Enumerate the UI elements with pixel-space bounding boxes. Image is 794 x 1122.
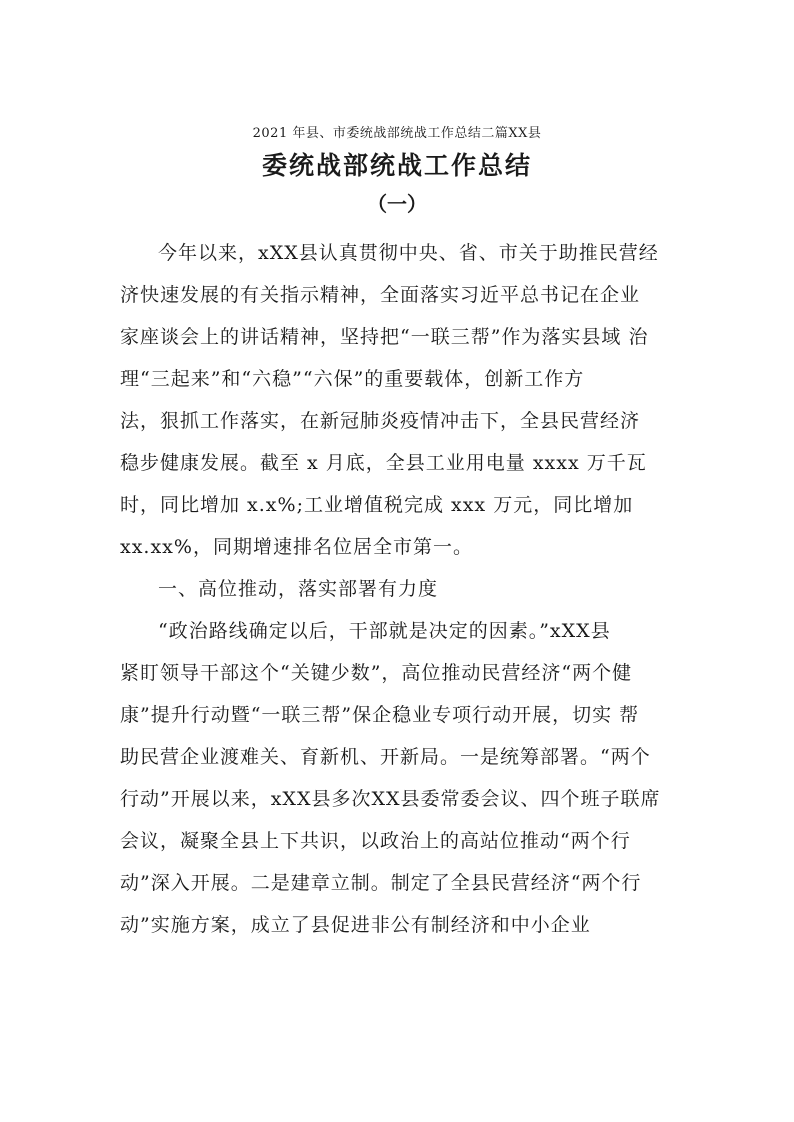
section-heading: 一、高位推动，落实部署有力度 — [158, 578, 439, 600]
paragraph-2-line: 紧盯领导干部这个“关键少数”，高位推动民营经济“两个健 — [120, 662, 633, 684]
paragraph-2-line: 康”提升行动暨“一联三帮”保企稳业专项行动开展，切实 帮 — [120, 704, 640, 726]
document-title: 委统战部统战工作总结 — [261, 151, 532, 180]
paragraph-1-line: 稳步健康发展。截至 x 月底，全县工业用电量 xxxx 万千瓦 — [120, 452, 647, 474]
paragraph-2-line: 行动”开展以来，xXX县多次XX县委常委会议、四个班子联席 — [120, 788, 661, 810]
paragraph-2-line: “政治路线确定以后，干部就是决定的因素。”xXX县 — [158, 620, 611, 642]
paragraph-1-line: 法，狠抓工作落实，在新冠肺炎疫情冲击下，全县民营经济 — [120, 410, 641, 432]
paragraph-2-line: 动”深入开展。二是建章立制。制定了全县民营经济“两个行 — [120, 872, 642, 894]
paragraph-2-line: 会议，凝聚全县上下共识，以政治上的高站位推动“两个行 — [120, 830, 631, 852]
document-subtitle: 2021 年县、市委统战部统战工作总结二篇XX县 — [252, 126, 542, 141]
paragraph-1-line: 今年以来，xXX县认真贯彻中央、省、市关于助推民营经 — [158, 242, 659, 264]
section-number: （一） — [367, 192, 427, 216]
paragraph-1-line: 家座谈会上的讲话精神，坚持把“一联三帮”作为落实县域 治 — [120, 326, 649, 348]
paragraph-1-line: 理“三起来”和“六稳”“六保”的重要载体，创新工作方 — [120, 368, 585, 390]
paragraph-1-line: xx.xx%，同期增速排名位居全市第一。 — [120, 536, 473, 558]
document-body — [120, 232, 680, 946]
paragraph-1-line: 时，同比增加 x.x%;工业增值税完成 xxx 万元，同比增加 — [120, 494, 634, 516]
paragraph-2-line: 助民营企业渡难关、育新机、开新局。一是统筹部署。“两个 — [120, 746, 651, 768]
paragraph-1-line: 济快速发展的有关指示精神，全面落实习近平总书记在企业 — [120, 284, 641, 306]
paragraph-2-line: 动”实施方案，成立了县促进非公有制经济和中小企业 — [120, 914, 591, 936]
